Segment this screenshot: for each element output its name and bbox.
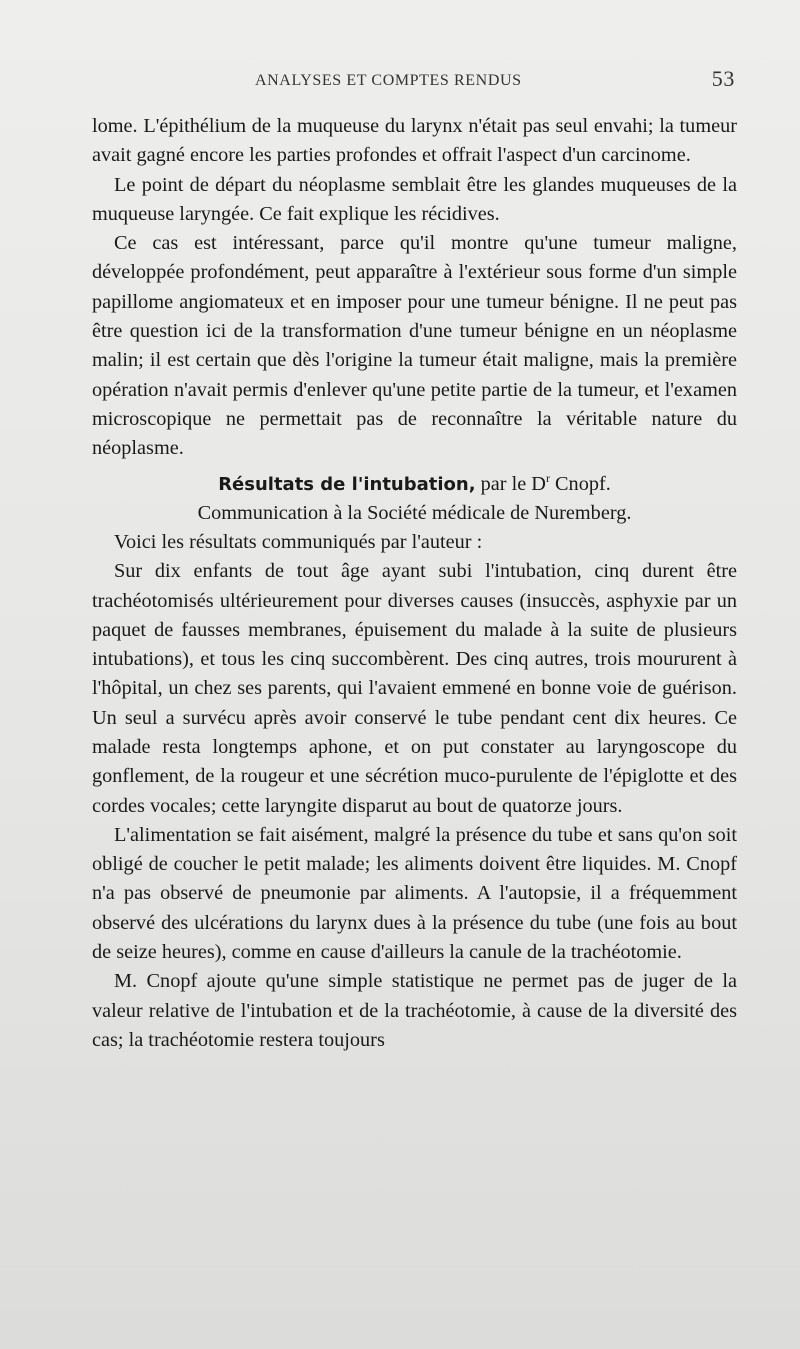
paragraph: Voici les résultats communiqués par l'auteur : [114,530,483,553]
page-number: 53 [711,66,735,91]
paragraph: L'alimentation se fait aisément, malgré la présence du tube et sans qu'on soit obligé de coucher le petit malade; les aliments doivent être liquides. M. Cnopf n'a pas observé de pneumonie par aliments. A l'autopsie, il a fréquemment observé des ulcérations du larynx dues à la présence du tube (une fois au bout de seize heures), comme en cause d'ailleurs la canule de la trachéotomie. [92,823,737,964]
paragraph: Sur dix enfants de tout âge ayant subi l'intubation, cinq durent être trachéotomisés ultérieurement pour diverses causes (insuccès, asphyxie par un paquet de fausses membranes, épuisement du malade à la suite de plusieurs intubations), et tous les cinq succombèrent. Des cinq autres, trois moururent à l'hôpital, un chez ses parents, qui l'avaient emmené en bonne voie de guérison. Un seul a survécu après avoir conservé le tube pendant cent dix heures. Ce malade resta longtemps aphone, et on put constater au laryngoscope du gonflement, de la rougeur et une sécrétion muco-purulente de l'épiglotte et des cordes vocales; cette laryngite disparut au bout de quatorze jours. [92,560,737,817]
running-title: ANALYSES ET COMPTES RENDUS [255,72,522,89]
section-title-sup: r [545,470,550,485]
body-text [92,112,737,1055]
section-title [92,464,737,499]
paragraph: Le point de départ du néoplasme semblait être les glandes muqueuses de la muqueuse laryngée. Ce fait explique les récidives. [92,173,737,225]
section-subtitle: Communication à la Société médicale de Nuremberg. [197,501,632,524]
section-title-end: Cnopf. [549,472,611,495]
paragraph: lome. L'épithélium de la muqueuse du larynx n'était pas seul envahi; la tumeur avait gagné encore les parties profondes et offrait l'aspect d'un carcinome. [92,115,737,167]
section-title-rest: par le D [475,472,546,495]
section-title-bold: Résultats de l'intubation, [218,473,476,495]
paragraph: M. Cnopf ajoute qu'une simple statistique ne permet pas de juger de la valeur relative de l'intubation et de la trachéotomie, à cause de la diversité des cas; la trachéotomie restera toujours [92,970,737,1051]
paragraph: Ce cas est intéressant, parce qu'il montre qu'une tumeur maligne, développée profondément, peut apparaître à l'extérieur sous forme d'un simple papillome angiomateux et en imposer pour une tumeur bénigne. Il ne peut pas être question ici de la transformation d'une tumeur bénigne en un néoplasme malin; il est certain que dès l'origine la tumeur était maligne, mais la première opération n'avait permis d'enlever qu'une petite partie de la tumeur, et l'examen microscopique ne permettait pas de reconnaître la véritable nature du néoplasme. [92,232,737,460]
running-header [255,66,735,96]
